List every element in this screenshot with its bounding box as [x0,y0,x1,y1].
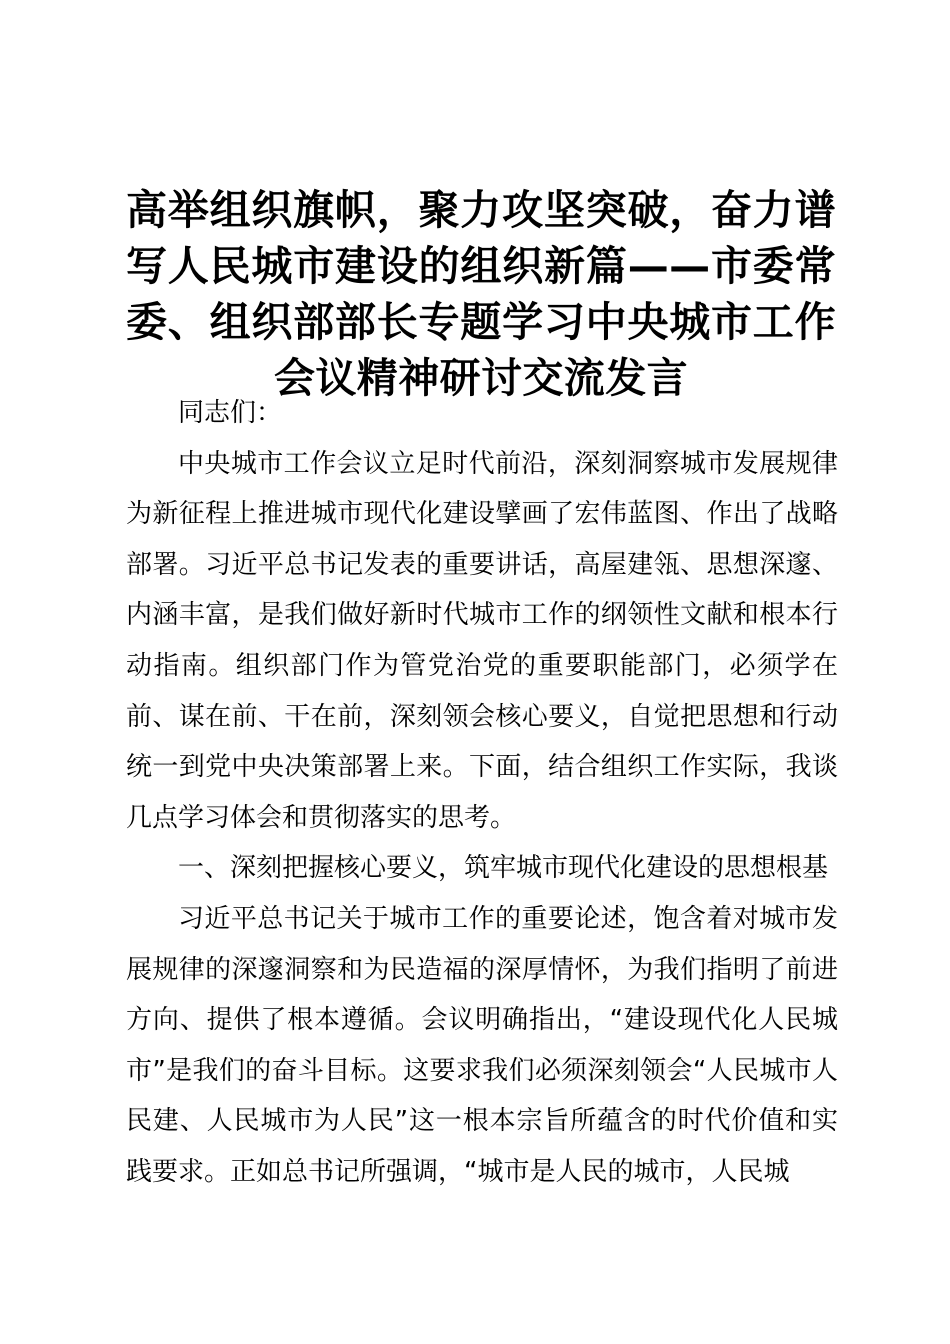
document-title: 高举组织旗帜，聚力攻坚突破，奋力谱写人民城市建设的组织新篇——市委常委、组织部部长专题学习中央城市工作会议精神研讨交流发言 [126,186,836,402]
document-body [126,388,838,1198]
body-paragraph: 中央城市工作会议立足时代前沿，深刻洞察城市发展规律为新征程上推进城市现代化建设擘画了宏伟蓝图、作出了战略部署。习近平总书记发表的重要讲话，高屋建瓴、思想深邃、内涵丰富，是我们做好新时代城市工作的纲领性文献和根本行动指南。组织部门作为管党治党的重要职能部门，必须学在前、谋在前、干在前，深刻领会核心要义，自觉把思想和行动统一到党中央决策部署上来。下面，结合组织工作实际，我谈几点学习体会和贯彻落实的思考。 [126,448,838,833]
salutation: 同志们： [178,398,283,428]
body-paragraph: 习近平总书记关于城市工作的重要论述，饱含着对城市发展规律的深邃洞察和为民造福的深厚情怀，为我们指明了前进方向、提供了根本遵循。会议明确指出，“建设现代化人民城市”是我们的奋斗目标。这要求我们必须深刻领会“人民城市人民建、人民城市为人民”这一根本宗旨所蕴含的时代价值和实践要求。正如总书记所强调，“城市是人民的城市，人民城 [126,903,838,1187]
section-heading: 一、深刻把握核心要义，筑牢城市现代化建设的思想根基 [178,853,829,884]
